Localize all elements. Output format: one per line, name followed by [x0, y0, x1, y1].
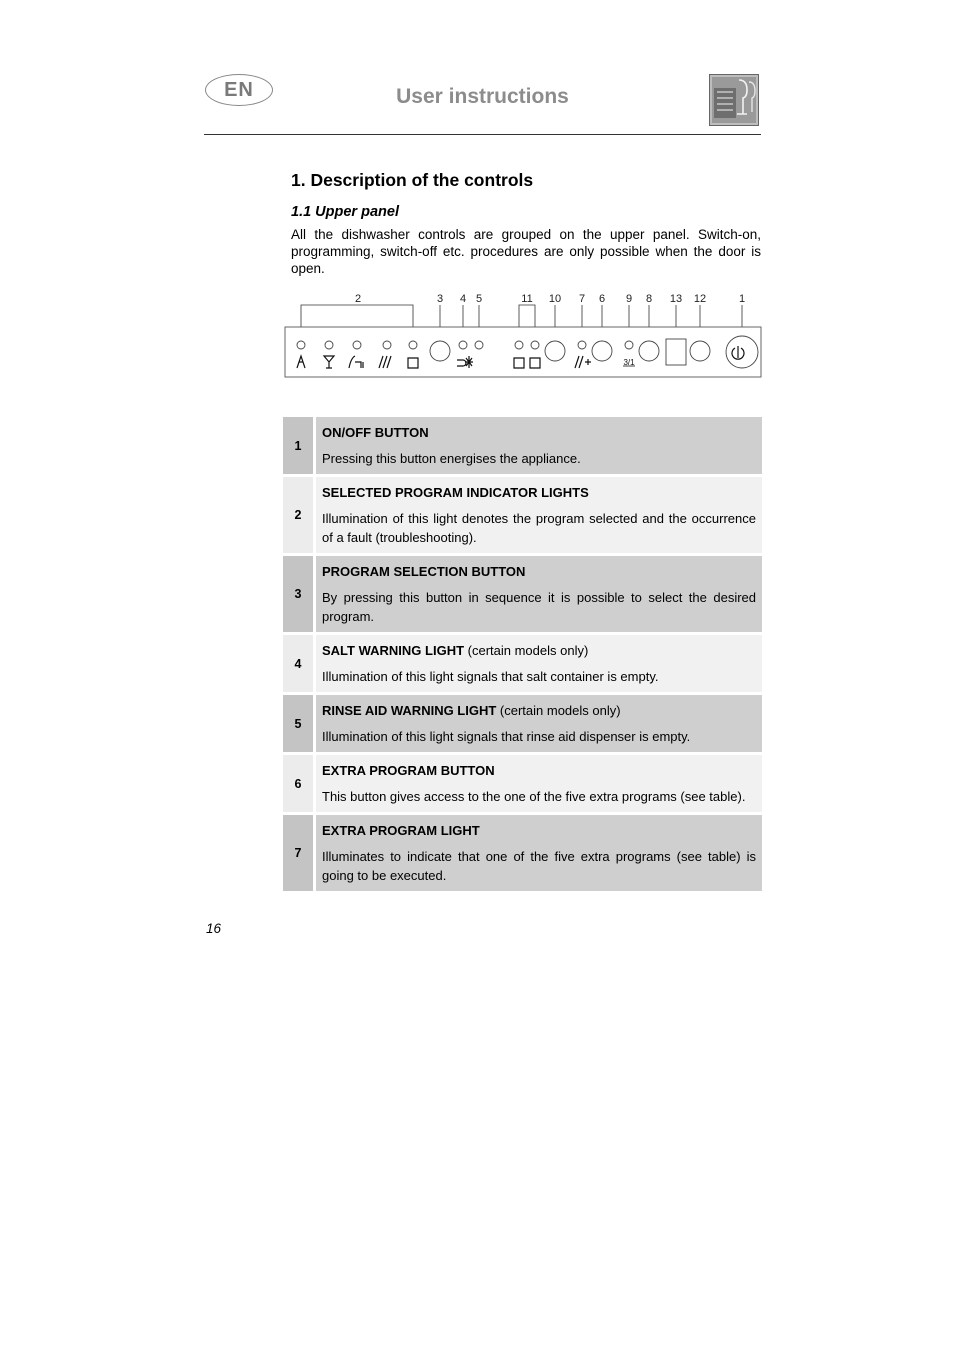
table-row: [283, 635, 762, 692]
callout-6: 6: [598, 293, 606, 305]
item-description: Illuminates to indicate that one of the five extra programs (see table) is going to be executed.: [322, 849, 756, 883]
callout-8: 8: [645, 293, 653, 305]
item-number: 4: [283, 635, 316, 692]
item-number: 1: [283, 417, 316, 474]
subsection-title: 1.1 Upper panel: [291, 204, 399, 220]
table-row: [283, 755, 762, 812]
callout-3: 3: [436, 293, 444, 305]
item-description: Illumination of this light signals that salt container is empty.: [322, 669, 659, 684]
section-title: 1. Description of the controls: [291, 170, 534, 190]
item-number: 7: [283, 815, 316, 891]
item-description: This button gives access to the one of the five extra programs (see table).: [322, 789, 746, 804]
callout-4: 4: [459, 293, 467, 305]
table-row: [283, 417, 762, 474]
upper-panel-diagram: [283, 290, 763, 380]
table-row: [283, 477, 762, 553]
callout-9: 9: [625, 293, 633, 305]
table-row: [283, 815, 762, 891]
dishwasher-glasses-photo-icon: [709, 74, 759, 126]
item-description: Illumination of this light signals that rinse aid dispenser is empty.: [322, 729, 691, 744]
callout-13: 13: [669, 293, 683, 305]
item-title: EXTRA PROGRAM LIGHT: [322, 823, 480, 838]
item-number: 5: [283, 695, 316, 752]
table-row: [283, 556, 762, 632]
item-description: By pressing this button in sequence it is possible to select the desired program.: [322, 590, 756, 624]
item-number: 6: [283, 755, 316, 812]
item-number: 3: [283, 556, 316, 632]
table-row: [283, 695, 762, 752]
item-description: Illumination of this light denotes the program selected and the occurrence of a fault (troubleshooting).: [322, 511, 756, 545]
page-header-title: User instructions: [396, 85, 569, 108]
callout-2: 2: [354, 293, 362, 305]
item-title: PROGRAM SELECTION BUTTON: [322, 564, 526, 579]
callout-7: 7: [578, 293, 586, 305]
display-label: 3/1: [623, 358, 635, 367]
item-number: 2: [283, 477, 316, 553]
intro-paragraph: All the dishwasher controls are grouped on the upper panel. Switch-on, programming, switch-off etc. procedures are only possible when the door is open.: [291, 227, 761, 276]
callout-10: 10: [548, 293, 562, 305]
item-description: Pressing this button energises the appliance.: [322, 451, 581, 466]
callout-1: 1: [738, 293, 746, 305]
callout-12: 12: [693, 293, 707, 305]
language-badge: EN: [205, 74, 273, 106]
item-title: RINSE AID WARNING LIGHT (certain models only): [322, 703, 621, 718]
item-title: SALT WARNING LIGHT (certain models only): [322, 643, 589, 658]
page-number: 16: [206, 921, 222, 936]
callout-11: 11: [521, 293, 533, 305]
item-title: EXTRA PROGRAM BUTTON: [322, 763, 495, 778]
header-divider: [204, 134, 761, 135]
callout-5: 5: [475, 293, 483, 305]
item-title: SELECTED PROGRAM INDICATOR LIGHTS: [322, 485, 589, 500]
item-title: ON/OFF BUTTON: [322, 425, 429, 440]
controls-table: [283, 414, 762, 894]
